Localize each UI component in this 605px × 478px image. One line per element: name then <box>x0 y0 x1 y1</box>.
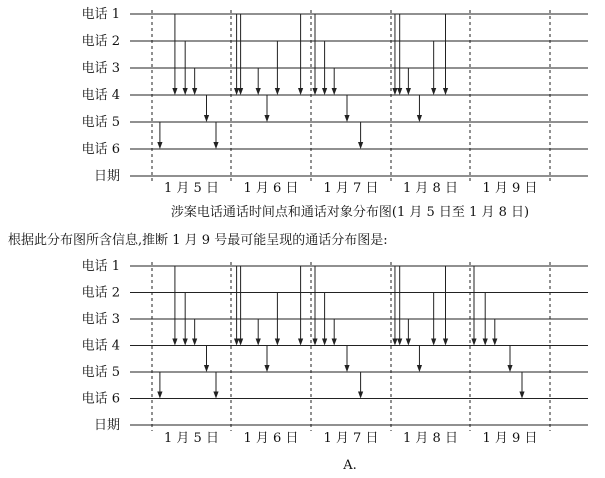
call-arrow-head <box>358 392 363 399</box>
call-arrow-head <box>275 88 280 95</box>
call-arrow-head <box>443 339 448 346</box>
call-arrow-head <box>213 142 218 149</box>
day-label: 1 月 9 日 <box>482 181 538 196</box>
call-arrow-head <box>256 88 261 95</box>
row-label: 日期 <box>93 418 120 433</box>
call-arrow-head <box>492 339 497 346</box>
row-label: 电话 6 <box>81 391 120 407</box>
call-arrow-head <box>406 339 411 346</box>
call-arrow-head <box>157 142 162 149</box>
call-arrow-head <box>332 339 337 346</box>
call-arrow-head <box>358 142 363 149</box>
call-arrow-head <box>344 365 349 372</box>
call-arrow-head <box>322 88 327 95</box>
call-arrow-head <box>332 88 337 95</box>
call-arrow-head <box>183 339 188 346</box>
call-arrow-head <box>397 339 402 346</box>
call-arrow-head <box>204 365 209 372</box>
source-chart-caption: 涉案电话通话时间点和通话对象分布图(1 月 5 日至 1 月 8 日) <box>170 205 530 220</box>
call-arrow-head <box>443 88 448 95</box>
call-arrow-head <box>172 88 177 95</box>
call-arrow-head <box>392 339 397 346</box>
call-arrow-head <box>264 115 269 122</box>
call-arrow-head <box>417 115 422 122</box>
call-arrow-head <box>312 88 317 95</box>
day-label: 1 月 9 日 <box>482 431 538 446</box>
call-arrow-head <box>264 365 269 372</box>
row-label: 电话 1 <box>81 7 120 22</box>
day-label: 1 月 7 日 <box>323 181 379 196</box>
day-label: 1 月 5 日 <box>164 181 219 196</box>
source-distribution-chart <box>82 6 588 196</box>
question-text: 根据此分布图所含信息,推断 1 月 9 号最可能呈现的通话分布图是: <box>8 233 388 248</box>
row-label: 电话 3 <box>81 61 120 76</box>
call-arrow-head <box>406 88 411 95</box>
row-label: 电话 2 <box>81 285 120 301</box>
call-arrow-head <box>172 339 177 346</box>
call-arrow-head <box>192 339 197 346</box>
call-arrow-head <box>256 339 261 346</box>
row-label: 电话 4 <box>81 338 120 354</box>
day-label: 1 月 8 日 <box>403 431 458 446</box>
row-label: 电话 5 <box>81 365 120 380</box>
call-arrow-head <box>238 88 243 95</box>
call-arrow-head <box>483 339 488 346</box>
call-arrow-head <box>392 88 397 95</box>
day-label: 1 月 8 日 <box>403 181 458 196</box>
call-arrow-head <box>471 339 476 346</box>
call-arrow-head <box>183 88 188 95</box>
call-arrow-head <box>213 392 218 399</box>
day-label: 1 月 7 日 <box>323 431 379 446</box>
call-arrow-head <box>344 115 349 122</box>
call-arrow-head <box>431 88 436 95</box>
call-arrow-head <box>312 339 317 346</box>
option-a-distribution-chart <box>82 258 588 446</box>
call-arrow-head <box>192 88 197 95</box>
row-label: 电话 2 <box>81 34 120 49</box>
call-arrow-head <box>204 115 209 122</box>
call-arrow-head <box>431 339 436 346</box>
row-label: 电话 3 <box>81 312 120 327</box>
row-label: 电话 5 <box>81 115 120 130</box>
call-arrow-head <box>507 365 512 372</box>
day-label: 1 月 6 日 <box>243 431 299 446</box>
day-label: 1 月 5 日 <box>164 431 219 446</box>
call-arrow-head <box>157 392 162 399</box>
call-arrow-head <box>519 392 524 399</box>
call-arrow-head <box>322 339 327 346</box>
call-arrow-head <box>238 339 243 346</box>
call-arrow-head <box>275 339 280 346</box>
call-arrow-head <box>417 365 422 372</box>
option-a-label: A. <box>343 458 357 473</box>
row-label: 电话 6 <box>81 142 120 157</box>
call-arrow-head <box>298 88 303 95</box>
row-label: 电话 1 <box>81 259 120 274</box>
call-arrow-head <box>397 88 402 95</box>
row-label: 日期 <box>93 169 120 184</box>
day-label: 1 月 6 日 <box>243 181 299 196</box>
call-arrow-head <box>298 339 303 346</box>
row-label: 电话 4 <box>81 88 120 103</box>
